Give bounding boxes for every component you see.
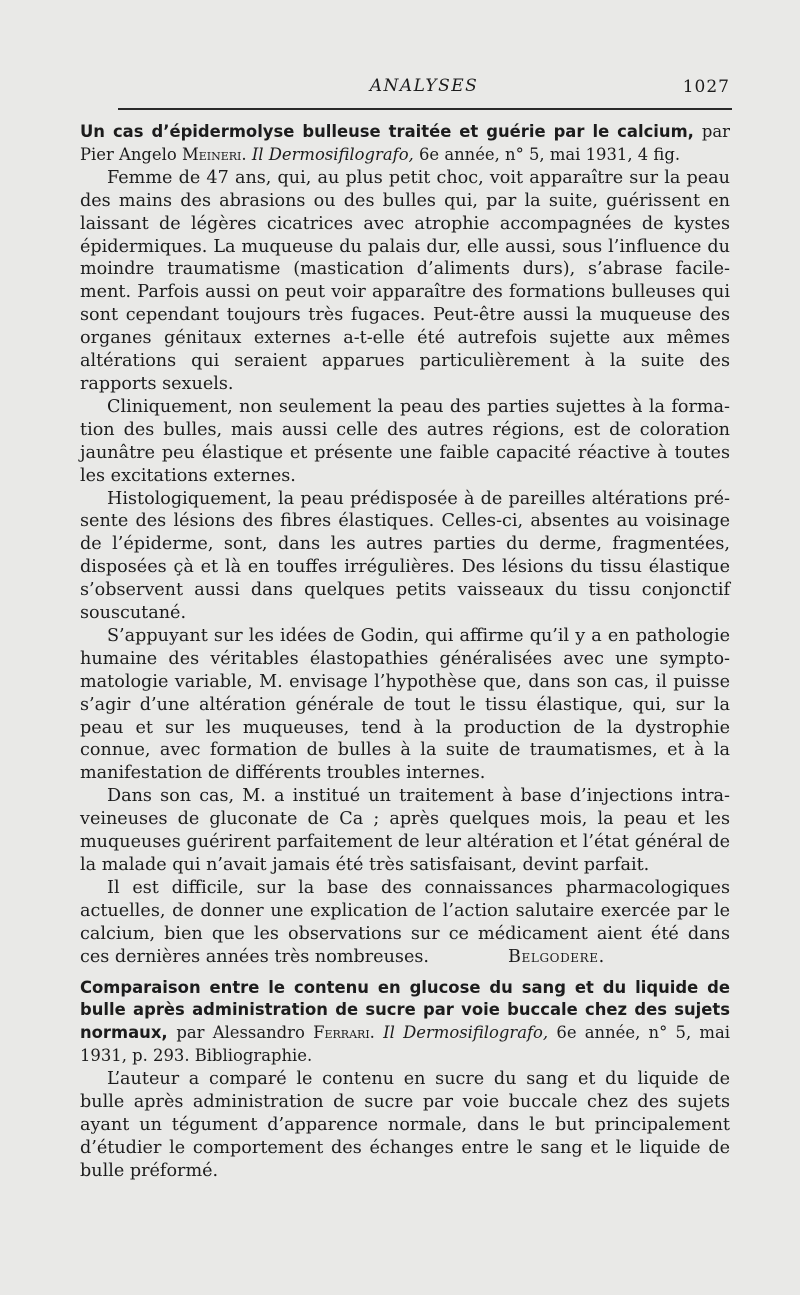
paragraph-text: Il est difficile, sur la base des connaissances pharmacologiques actuelles, de donner une explication de l’action salutaire exercée par le calcium, bien que les observations sur ce médicament aient été dans ces dernières années très nombreuses.: [80, 877, 730, 967]
article-byline: [80, 1023, 730, 1065]
publication-details: 6e année, n° 5, mai 1931, p. 293. Bibliographie.: [80, 1023, 730, 1066]
paragraph: Dans son cas, M. a institué un traitement à base d’injections intraveineuses de gluconate de Ca ; après quelques mois, la peau et les muqueuses guérirent parfaitement de leur altération et l’état général de la malade qui n’avait jamais été très satisfaisant, devint parfait.: [80, 786, 730, 875]
journal-name: Il Dermosifilografo,: [251, 144, 414, 164]
running-head: [118, 76, 730, 102]
author-name: Meineri.: [181, 144, 247, 164]
journal-name: Il Dermosifilografo,: [383, 1023, 549, 1043]
byline-prefix: par Alessandro: [176, 1023, 305, 1043]
running-title: ANALYSES: [369, 76, 479, 96]
author-name: Ferrari.: [313, 1023, 375, 1043]
article-heading: [80, 121, 730, 167]
page-number: 1027: [682, 77, 730, 97]
publication-details: 6e année, n° 5, mai 1931, 4 fig.: [419, 144, 681, 164]
article-glucose: [80, 977, 730, 1183]
article-title: Comparaison entre le contenu en glucose du sang et du liquide de bulle après administration de sucre par voie buccale chez des sujets normaux,: [80, 977, 730, 1043]
header-rule: [118, 108, 732, 110]
article-heading: [80, 977, 730, 1069]
article-body: [80, 121, 730, 1189]
article-title: Un cas d’épidermolyse bulleuse traitée et guérie par le calcium,: [80, 122, 694, 141]
byline-prefix: par Pier Angelo: [80, 122, 730, 164]
paragraph: Femme de 47 ans, qui, au plus petit choc, voit apparaître sur la peau des mains des abrasions ou des bulles qui, par la suite, guérissent en laissant de légères cicatrices avec atrophie accompagnées de kystes épidermiques. La muqueuse du palais dur, elle aussi, sous l’influence du moindre traumatisme (mastication d’aliments durs), s’abrase facilement. Parfois aussi on peut voir apparaître des formations bulleuses qui sont cependant toujours très fugaces. Peut-être aussi la muqueuse des organes génitaux externes a-t-elle été autrefois sujette aux mêmes altérations qui seraient apparues particulièrement à la suite des rapports sexuels.: [80, 167, 730, 394]
paragraph: Cliniquement, non seulement la peau des parties sujettes à la formation des bulles, mais aussi celle des autres régions, est de coloration jaunâtre peu élastique et présente une faible capacité réactive à toutes les excitations externes.: [80, 396, 730, 486]
paragraph-final: [80, 877, 730, 969]
paragraph: L’auteur a comparé le contenu en sucre du sang et du liquide de bulle après administration de sucre par voie buccale chez des sujets ayant un tégument d’apparence normale, dans le but principalement d’étudier le comportement des échanges entre le sang et le liquide de bulle préformé.: [80, 1069, 730, 1181]
paragraph: Histologiquement, la peau prédisposée à de pareilles altérations présente des lésions des fibres élastiques. Celles-ci, absentes au voisinage de l’épiderme, sont, dans les autres parties du derme, fragmentées, disposées çà et là en touffes irrégulières. Des lésions du tissu élastique s’observent aussi dans quelques petits vaisseaux du tissu conjonctif souscutané.: [80, 488, 730, 624]
paragraph: S’appuyant sur les idées de Godin, qui affirme qu’il y a en pathologie humaine des véritables élastopathies généralisées avec une symptomatologie variable, M. envisage l’hypothèse que, dans son cas, il puisse s’agir d’une altération générale de tout le tissu élastique, qui, sur la peau et sur les muqueuses, tend à la production de la dystrophie connue, avec formation de bulles à la suite de traumatismes, et à la manifestation de différents troubles internes.: [80, 625, 730, 784]
article-epidermolyse: [80, 121, 730, 969]
reviewer-signature: Belgodere.: [507, 946, 605, 967]
